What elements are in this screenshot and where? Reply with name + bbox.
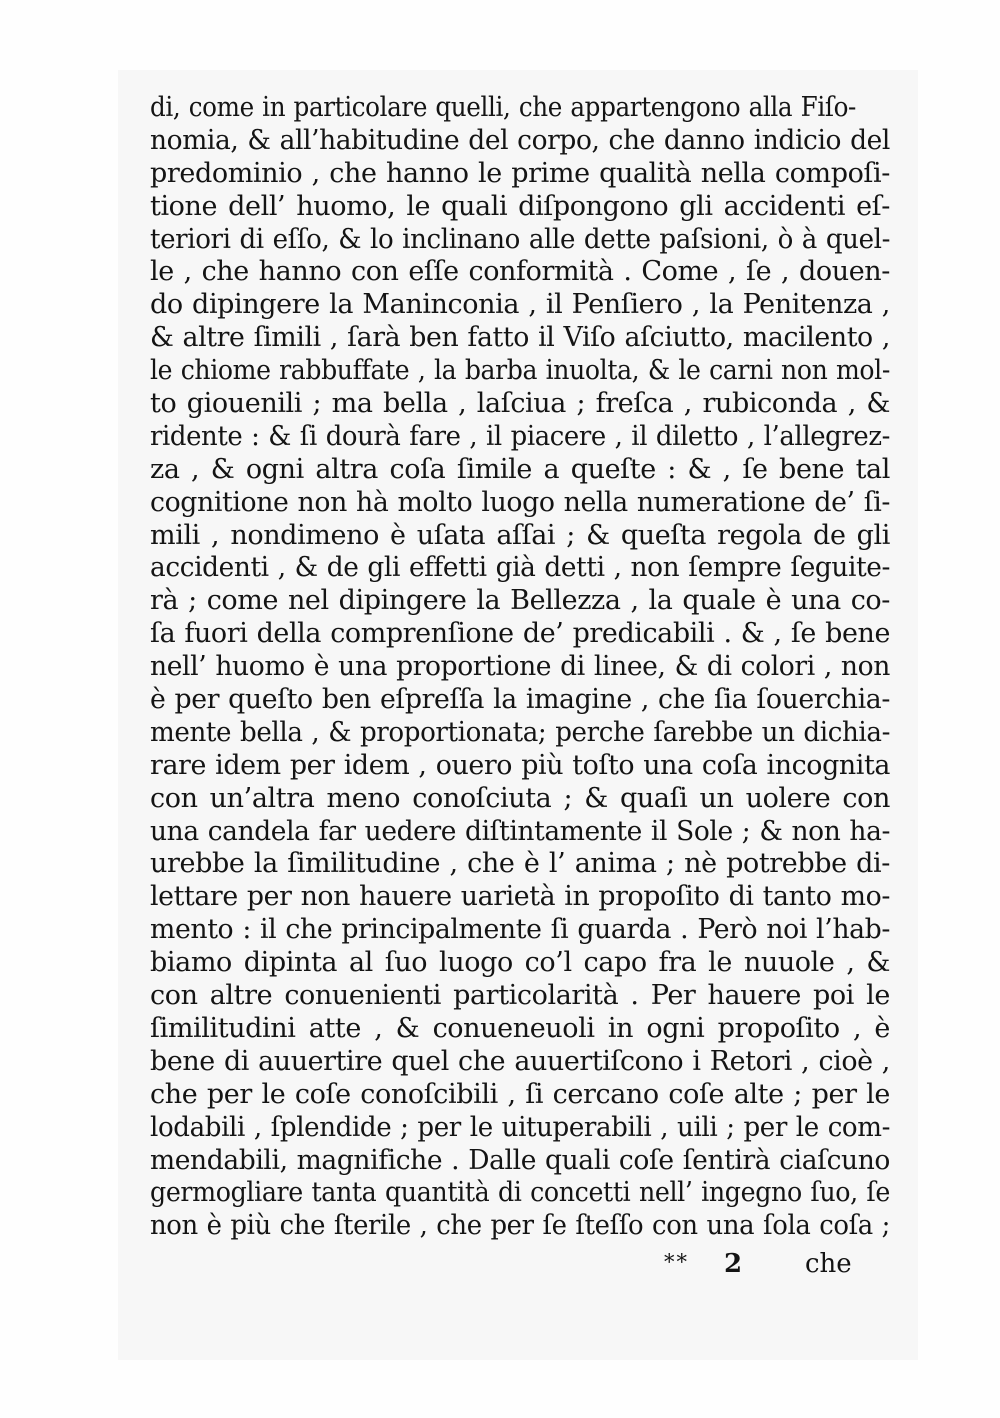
text-line: tione dell’ huomo, le quali diſpongono gli accidenti eſ- xyxy=(150,190,890,222)
text-line: mento : il che principalmente ſi guarda . Però noi l’hab- xyxy=(150,914,891,946)
text-line: to giouenili ; ma bella , laſciua ; freſca , rubiconda , & xyxy=(150,388,890,420)
signature-mark: ** xyxy=(664,1250,689,1274)
text-line: mente bella , & proportionata; perche ſarebbe un dichia- xyxy=(150,716,891,748)
page-footer xyxy=(0,1248,1000,1284)
catchword: che xyxy=(805,1249,852,1279)
text-line: che per le coſe conoſcibili , ſi cercano coſe alte ; per le xyxy=(150,1078,890,1110)
text-line: mili , nondimeno è uſata aſſai ; & queſta regola de gli xyxy=(150,519,890,551)
text-line: non è più che ſterile , che per ſe ſteſſo con una ſola coſa ; xyxy=(150,1210,891,1242)
text-line: germogliare tanta quantità di concetti nell’ ingegno ſuo, ſe xyxy=(150,1177,891,1209)
text-line: urebbe la ſimilitudine , che è l’ anima ; nè potrebbe di- xyxy=(150,848,890,880)
text-line: nell’ huomo è una proportione di linee, & di colori , non xyxy=(150,651,890,683)
text-line: biamo dipinta al ſuo luogo co’l capo fra le nuuole , & xyxy=(150,947,890,979)
text-line: lodabili , ſplendide ; per le uituperabili , uili ; per le com- xyxy=(150,1111,891,1143)
text-line: nomia, & all’habitudine del corpo, che danno indicio del xyxy=(150,124,891,156)
text-line: è per queſto ben eſpreſſa la imagine , che ſia ſouerchia- xyxy=(150,684,890,716)
text-line: con altre conuenienti particolarità . Per hauere poi le xyxy=(150,980,890,1012)
text-line: di, come in particolare quelli, che appartengono alla Fiſo- xyxy=(150,92,857,123)
text-line: cognitione non hà molto luogo nella numeratione de’ ſi- xyxy=(150,486,891,518)
text-line: le , che hanno con eſſe conformità . Come , ſe , douen- xyxy=(150,256,890,288)
text-line: teriori di eſſo, & lo inclinano alle dette paſsioni, ò à quel- xyxy=(150,223,891,255)
text-line: ſimilitudini atte , & conueneuoli in ogni propoſito , è xyxy=(150,1012,890,1044)
text-line: lettare per non hauere uarietà in propoſito di tanto mo- xyxy=(150,881,891,913)
sheet-number: 2 xyxy=(724,1249,743,1279)
text-line: una candela far uedere diſtintamente il Sole ; & non ha- xyxy=(150,815,891,847)
text-line: rà ; come nel dipingere la Bellezza , la quale è una co- xyxy=(150,585,890,617)
text-line: mendabili, magnifiche . Dalle quali coſe ſentirà ciaſcuno xyxy=(150,1144,891,1176)
text-line: do dipingere la Maninconia , il Penſiero , la Penitenza , xyxy=(150,289,890,321)
text-line: bene di auuertire quel che auuertiſcono i Retori , cioè , xyxy=(150,1045,890,1077)
text-line: rare idem per idem , ouero più toſto una coſa incognita xyxy=(150,749,890,781)
text-line: ridente : & ſi dourà fare , il piacere , il diletto , l’allegrez- xyxy=(150,420,890,452)
text-line: ſa fuori della comprenſione de’ predicabili . & , ſe bene xyxy=(150,618,891,650)
text-line: accidenti , & de gli effetti già detti , non ſempre ſeguite- xyxy=(150,552,891,584)
text-line: le chiome rabbuffate , la barba inuolta, & le carni non mol- xyxy=(150,355,890,387)
text-line: predominio , che hanno le prime qualità nella compoſi- xyxy=(150,157,890,189)
text-line: con un’altra meno conoſciuta ; & quaſi un uolere con xyxy=(150,782,890,814)
text-line: za , & ogni altra coſa ſimile a queſte : & , ſe bene tal xyxy=(150,453,890,485)
body-text xyxy=(150,92,910,1243)
text-line: & altre ſimili , ſarà ben fatto il Viſo aſciutto, macilento , xyxy=(150,322,891,354)
